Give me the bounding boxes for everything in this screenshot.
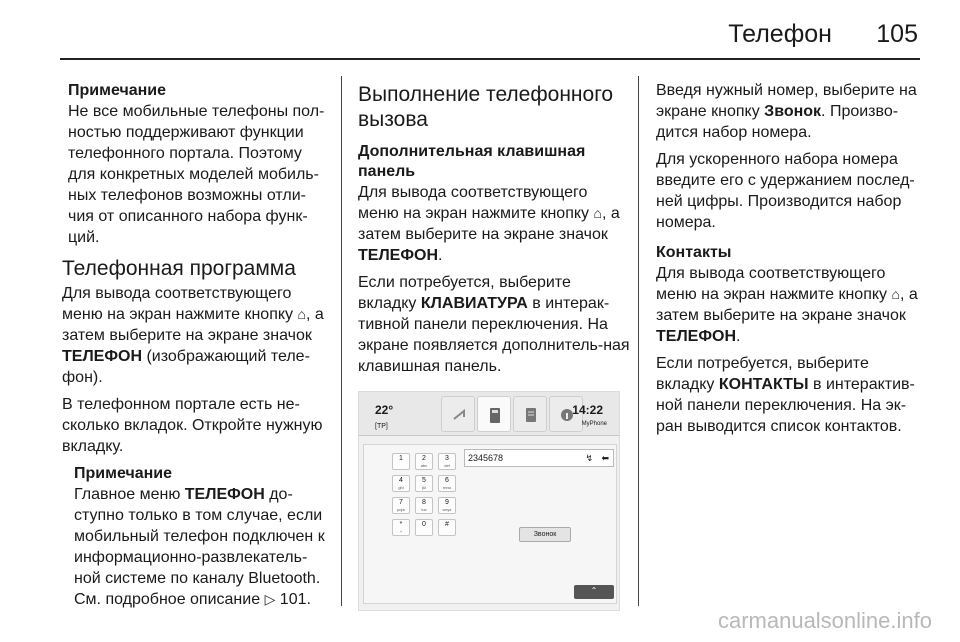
page-title: Телефон (728, 20, 832, 48)
screen-status-bar (359, 392, 620, 436)
tab-contacts[interactable] (513, 396, 547, 432)
page-ref-icon: ▷ (264, 591, 276, 607)
watermark: carmanualsonline.info (717, 608, 932, 633)
keypad-panel (363, 444, 617, 604)
key-digit: 4 (399, 477, 403, 484)
keypad-key[interactable] (392, 453, 410, 470)
keypad-key[interactable] (415, 497, 433, 514)
tab-keypad[interactable] (477, 396, 511, 432)
note-text: Не все мобильные телефоны пол-ностью поддерживают функции телефонного портала. Поэтому для конкретных моделей мобиль-ных телефонов возможны отли-чия от описанного набора функ-ций. (68, 103, 325, 246)
call-button[interactable]: Звонок (519, 527, 571, 542)
phone-keypad-screenshot (358, 391, 620, 611)
keypad-key[interactable] (438, 519, 456, 536)
paragraph: Для вывода соответствующего меню на экран нажмите кнопку ⌂, а затем выберите на экране значок ТЕЛЕФОН. (358, 184, 620, 264)
paragraph: Для вывода соответствующего меню на экран нажмите кнопку ⌂, а затем выберите на экране значок ТЕЛЕФОН. (656, 265, 918, 345)
temperature: 22° (375, 403, 394, 417)
note-block (62, 463, 330, 610)
middle-column (358, 80, 630, 611)
key-digit: # (445, 521, 449, 528)
bold-term: ТЕЛЕФОН (62, 348, 142, 365)
key-digit: 1 (399, 455, 403, 462)
paragraph: В телефонном портале есть не-сколько вкладок. Откройте нужную вкладку. (62, 396, 323, 455)
bold-term: КОНТАКТЫ (718, 376, 809, 393)
keypad-icon (487, 407, 503, 425)
bold-term: КЛАВИАТУРА (420, 295, 528, 312)
section-heading: Телефонная программа (62, 257, 296, 280)
header-rule (60, 58, 920, 60)
clock: 14:22 (572, 403, 603, 417)
key-digit: 8 (422, 499, 426, 506)
key-digit: 9 (445, 499, 449, 506)
collapse-button[interactable] (574, 585, 614, 599)
home-icon: ⌂ (297, 306, 306, 322)
key-digit: 3 (445, 455, 449, 462)
key-letters: def (444, 463, 450, 468)
keypad-key[interactable] (415, 453, 433, 470)
home-icon: ⌂ (891, 286, 900, 302)
tab-media[interactable] (441, 396, 475, 432)
keypad-key[interactable] (438, 497, 456, 514)
left-column (62, 80, 330, 618)
key-letters: mno (443, 485, 451, 490)
key-digit: 6 (445, 477, 449, 484)
paragraph: Для ускоренного набора номера введите его с удержанием послед-ней цифры. Производится набор номера. (656, 151, 915, 231)
key-letters: abc (420, 463, 428, 468)
sub-heading: Контакты (656, 244, 732, 261)
home-icon: ⌂ (593, 205, 602, 221)
number-field[interactable]: 2345678 ↯ ⬅ (464, 449, 614, 467)
page-header (60, 16, 920, 60)
section-heading: Выполнение телефонного вызова (358, 83, 614, 131)
backspace-icon[interactable]: ⬅ (601, 453, 609, 463)
key-letters: + (399, 529, 403, 534)
contacts-icon (523, 407, 539, 423)
bold-term: ТЕЛЕФОН (358, 247, 438, 264)
keypad-key[interactable] (392, 475, 410, 492)
bold-term: ТЕЛЕФОН (184, 486, 265, 503)
key-digit: * (399, 521, 403, 528)
column-divider (341, 76, 342, 606)
key-letters: pqrs (397, 507, 405, 512)
right-column (656, 80, 926, 443)
keypad-key[interactable] (438, 475, 456, 492)
tp-indicator: [TP] (375, 423, 388, 430)
key-letters: jkl (422, 485, 426, 490)
key-digit: 5 (422, 477, 426, 484)
note-text: Главное меню ТЕЛЕФОН до-ступно только в том случае, если мобильный телефон подключен к информационно-развлекатель-ной системе по каналу Bluetooth. См. подробное описание ▷ 101. (74, 486, 325, 608)
page-ref[interactable]: 101. (279, 591, 311, 608)
key-letters: tuv (421, 507, 427, 512)
redial-icon[interactable]: ↯ (585, 453, 593, 463)
paragraph: Для вывода соответствующего меню на экран нажмите кнопку ⌂, а затем выберите на экране значок ТЕЛЕФОН (изображающий теле-фон). (62, 285, 324, 386)
paragraph: Введя нужный номер, выберите на экране кнопку Звонок. Произво-дится набор номера. (656, 82, 917, 141)
key-letters: ghi (398, 485, 404, 490)
bold-term: Звонок (764, 103, 822, 120)
sub-heading: Дополнительная клавишная панель (358, 143, 586, 180)
key-digit: 0 (422, 521, 426, 528)
keypad-key[interactable] (392, 519, 410, 536)
paragraph: Если потребуется, выберите вкладку КОНТАКТЫ в интерактив-ной панели переключения. На эк-ран выводится список контактов. (656, 355, 915, 435)
keypad-key[interactable] (392, 497, 410, 514)
key-digit: 7 (399, 499, 403, 506)
paragraph: Если потребуется, выберите вкладку КЛАВИАТУРА в интерак-тивной панели переключения. На экране появляется дополнитель-ная клавишная панель. (358, 274, 630, 375)
key-digit: 2 (422, 455, 426, 462)
note-icon (451, 407, 467, 421)
chevron-up-icon: ⌃ (590, 586, 598, 595)
keypad-key[interactable] (415, 475, 433, 492)
page-number: 105 (876, 20, 918, 48)
carrier-name: MyPhone (581, 421, 607, 427)
column-divider (638, 76, 639, 606)
note-heading: Примечание (68, 82, 167, 99)
bold-term: ТЕЛЕФОН (656, 328, 736, 345)
keypad-key[interactable] (415, 519, 433, 536)
key-letters: wxyz (442, 507, 452, 512)
note-block (62, 80, 330, 248)
note-heading: Примечание (74, 465, 173, 482)
keypad-key[interactable] (438, 453, 456, 470)
